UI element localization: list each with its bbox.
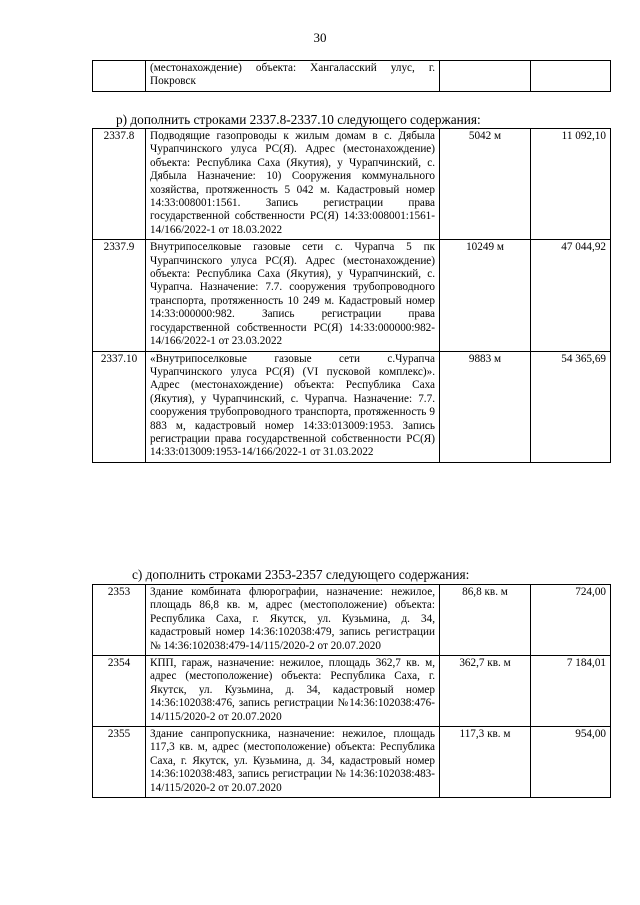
row-value: [531, 61, 611, 92]
row-length: 117,3 кв. м: [440, 727, 531, 798]
row-number: 2355: [93, 727, 146, 798]
section-s-heading: с) дополнить строками 2353-2357 следующего содержания:: [132, 567, 470, 582]
row-number: 2337.10: [93, 351, 146, 462]
row-description: КПП, гараж, назначение: нежилое, площадь 362,7 кв. м, адрес (местоположение) объекта: Республика Саха, г. Якутск, ул. Кузьмина, д. 34, кадастровый номер 14:36:102038:476, запись регистрации №14:36:102038:476-14/115/2020-2 от 20.07.2020: [146, 656, 440, 727]
row-value: 954,00: [531, 727, 611, 798]
row-value: 724,00: [531, 585, 611, 656]
row-number: 2354: [93, 656, 146, 727]
section-r-table: [92, 128, 611, 463]
section-r-heading: р) дополнить строками 2337.8-2337.10 следующего содержания:: [116, 112, 481, 127]
table-row: [93, 240, 611, 351]
row-length: 9883 м: [440, 351, 531, 462]
row-number: 2353: [93, 585, 146, 656]
row-description: «Внутрипоселковые газовые сети с.Чурапча Чурапчинского улуса РС(Я) (VI пусковой комплекс)». Адрес (местонахождение) объекта: Республика Саха (Якутия), у Чурапчинский, с. Чурапча. Назначение: 7.7. сооружения трубопроводного транспорта, протяженность 9 883 м, кадастровый номер 14:33:013009:1953. Запись регистрации права государственной собственности РС(Я) 14:33:013009:1953-14/166/2022-1 от 31.03.2022: [146, 351, 440, 462]
table-row: [93, 61, 611, 92]
row-value: 47 044,92: [531, 240, 611, 351]
row-description: (местонахождение) объекта: Хангаласский улус, г. Покровск: [146, 61, 440, 92]
section-s-table: [92, 584, 611, 798]
row-description: Здание комбината флюрографии, назначение: нежилое, площадь 86,8 кв. м, адрес (местоположение) объекта: Республика Саха, г. Якутск, ул. Кузьмина, д. 34, кадастровый номер 14:36:102038:479, запись регистрации № 14:36:102038:479-14/115/2020-2 от 20.07.2020: [146, 585, 440, 656]
row-description: Внутрипоселковые газовые сети с. Чурапча 5 пк Чурапчинского улуса РС(Я). Адрес (местонахождение) объекта: Республика Саха (Якутия), у Чурапчинский, с. Чурапча. Назначение: 7.7. сооружения трубопроводного транспорта, протяженность 10 249 м. Кадастровый номер 14:33:000000:982. Запись регистрации права государственной собственности РС(Я) 14:33:000000:982-14/166/2022-1 от 23.03.2022: [146, 240, 440, 351]
row-length: 362,7 кв. м: [440, 656, 531, 727]
table-row: [93, 585, 611, 656]
row-value: 7 184,01: [531, 656, 611, 727]
row-length: 10249 м: [440, 240, 531, 351]
table-row: [93, 129, 611, 240]
row-number: 2337.9: [93, 240, 146, 351]
row-description: Здание санпропускника, назначение: нежилое, площадь 117,3 кв. м, адрес (местоположение) объекта: Республика Саха, г. Якутск, ул. Кузьмина, д. 34, кадастровый номер 14:36:102038:483, запись регистрации № 14:36:102038:483-14/115/2020-2 от 20.07.2020: [146, 727, 440, 798]
row-length: [440, 61, 531, 92]
row-number: 2337.8: [93, 129, 146, 240]
row-value: 54 365,69: [531, 351, 611, 462]
row-length: 5042 м: [440, 129, 531, 240]
table-row: [93, 656, 611, 727]
row-description: Подводящие газопроводы к жилым домам в с. Дябыла Чурапчинского улуса РС(Я). Адрес (местонахождение) объекта: Республика Саха (Якутия), у Чурапчинский, с. Дябыла Назначение: 10) Сооружения коммунального хозяйства, протяженность 5 042 м. Кадастровый номер 14:33:008001:1561. Запись регистрации права государственной собственности РС(Я) 14:33:008001:1561-14/166/2022-1 от 18.03.2022: [146, 129, 440, 240]
table-row: [93, 727, 611, 798]
page-number: 30: [313, 30, 327, 45]
previous-table-fragment: [92, 60, 611, 92]
row-length: 86,8 кв. м: [440, 585, 531, 656]
table-row: [93, 351, 611, 462]
row-number: [93, 61, 146, 92]
row-value: 11 092,10: [531, 129, 611, 240]
